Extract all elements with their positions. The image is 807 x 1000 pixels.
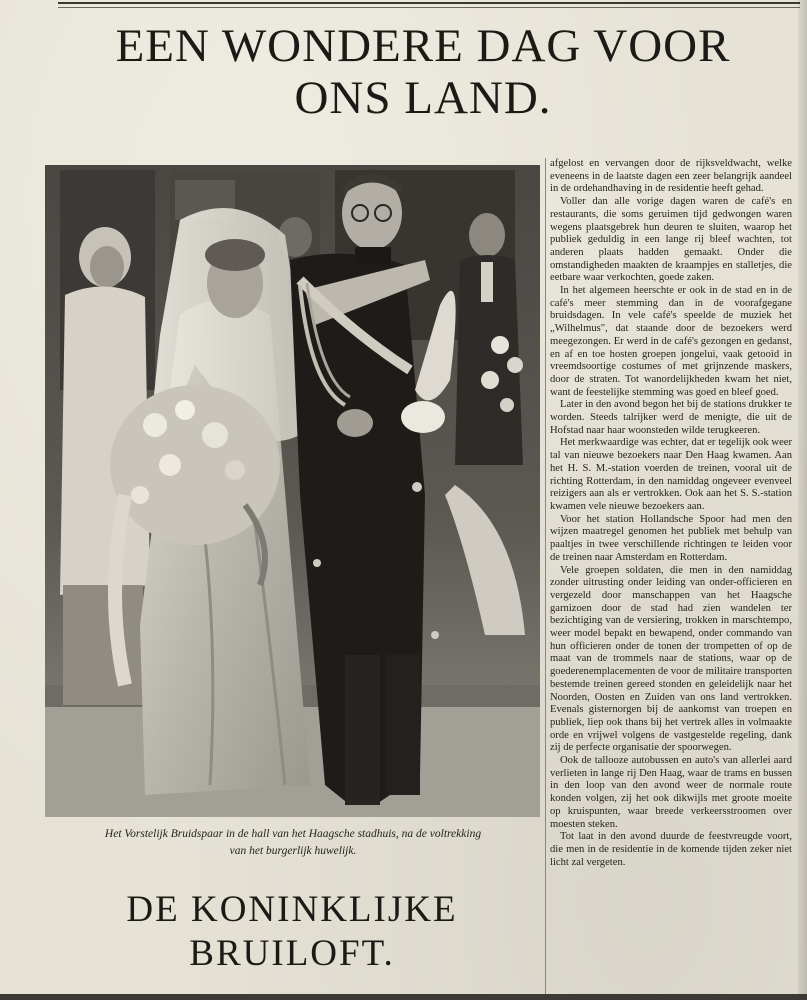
headline bbox=[38, 20, 807, 124]
article-paragraph: Vele groepen soldaten, die men in den namiddag zonder uitrusting onder leiding van onder-officieren en vergezeld door manschappen van het Haagsche garnizoen door de stad had zien wandelen ter bezichtiging van de versiering, trokken in marschtempo, weer model bepakt en bewapend, onder commando van hun officieren onder de tonen der trompetten of op de maat van de trommels naar de stations, waar op de goederenemplacementen de voor de militaire transporten bestemde treinen gereed stonden en geleidelijk naar het Noorden, Oosten en Zuiden van ons land vertrokken. Evenals gisternorgen bij de aankomst van troepen en publiek, liep ook thans bij het vertrek alles in volmaakte orde en vrijwel volgens de vastgestelde regeling, dank zij de perfecte organisatie der spoorwegen. bbox=[550, 564, 792, 754]
headline-line-2: ONS LAND. bbox=[294, 72, 552, 124]
subheadline-line-2: BRUILOFT. bbox=[189, 933, 395, 974]
article-paragraph: Voller dan alle vorige dagen waren de café's en restaurants, die soms geruimen tijd gedwongen waren wegens plaatsgebrek hun deuren te sluiten, waarop het publiek geduldig in een lange rij bleef wachten, tot anderen plaats hadden gemaakt. Onder die omstandigheden maakten de kraampjes en stalletjes, die eetbare waar verkochten, goede zaken. bbox=[550, 196, 792, 284]
article-paragraph: Ook de tallooze autobussen en auto's van allerlei aard verlieten in lange rij Den Haag, waar de trams en bussen in den loop van den avond weer de normale route konden volgen, zij het ook dikwijls met groote moeite op kruispunten, waar breede verkeersstroomen over moesten steken. bbox=[550, 755, 792, 830]
top-rule-thin bbox=[58, 7, 800, 8]
photo-caption bbox=[38, 826, 548, 860]
page-edge-shadow bbox=[798, 0, 807, 1000]
article-paragraph: afgelost en vervangen door de rijksveldwacht, welke eveneens in de laatste dagen een zeer belangrijk aandeel in de ordehandhaving in de residentie heeft gehad. bbox=[550, 158, 792, 195]
article-paragraph: Later in den avond begon het bij de stations drukker te worden. Steeds talrijker werd de menigte, die uit de Hofstad naar haar woonsteden wilde terugkeeren. bbox=[550, 399, 792, 436]
subheadline bbox=[42, 888, 542, 976]
headline-line-1: EEN WONDERE DAG VOOR bbox=[115, 20, 731, 72]
wedding-photo bbox=[45, 165, 540, 817]
article-paragraph: Het merkwaardige was echter, dat er tegelijk ook weer tal van nieuwe bezoekers naar Den Haag kwamen. Aan het H. S. M.-station voerden de treinen, vooral uit de richting Rotterdam, in den namiddag ongeveer evenveel reizigers aan als er vertrokken. Ook aan het S. S.-station kwamen vele nieuwe bezoekers aan. bbox=[550, 437, 792, 512]
caption-line-2: van het burgerlijk huwelijk. bbox=[229, 845, 357, 857]
subheadline-line-1: DE KONINKLIJKE bbox=[126, 889, 458, 930]
article-paragraph: Voor het station Hollandsche Spoor had men den wijzen maatregel genomen het publiek met behulp van paaltjes in twee verschillende richtingen te leiden voor de treinen naar Amsterdam en Rotterdam. bbox=[550, 513, 792, 563]
wedding-photo-illustration bbox=[45, 165, 540, 817]
caption-line-1: Het Vorstelijk Bruidspaar in de hall van het Haagsche stadhuis, na de voltrekking bbox=[104, 828, 482, 840]
article-paragraph: In het algemeen heerschte er ook in de stad en in de café's meer stemming dan in de voorafgegane bruidsdagen. In vele café's speelde de muziek het „Wilhelmus", dat staande door de bezoekers werd meegezongen. Er werd in de café's gezongen en gedanst, en af en toe hosten groepen jongelui, vaak getooid in vreemdsoortige costumes of met grijnzende maskers, door de straten. Tot wanordelijkheden kwam het niet, want de feestelijke stemming was goed en bleef goed. bbox=[550, 285, 792, 398]
bottom-edge bbox=[0, 994, 807, 1000]
article-paragraph: Tot laat in den avond duurde de feestvreugde voort, die men in de residentie in de komende tijden zeker niet licht zal vergeten. bbox=[550, 831, 792, 868]
top-rule bbox=[58, 2, 800, 4]
article-column bbox=[550, 158, 792, 869]
column-rule bbox=[545, 158, 546, 1000]
